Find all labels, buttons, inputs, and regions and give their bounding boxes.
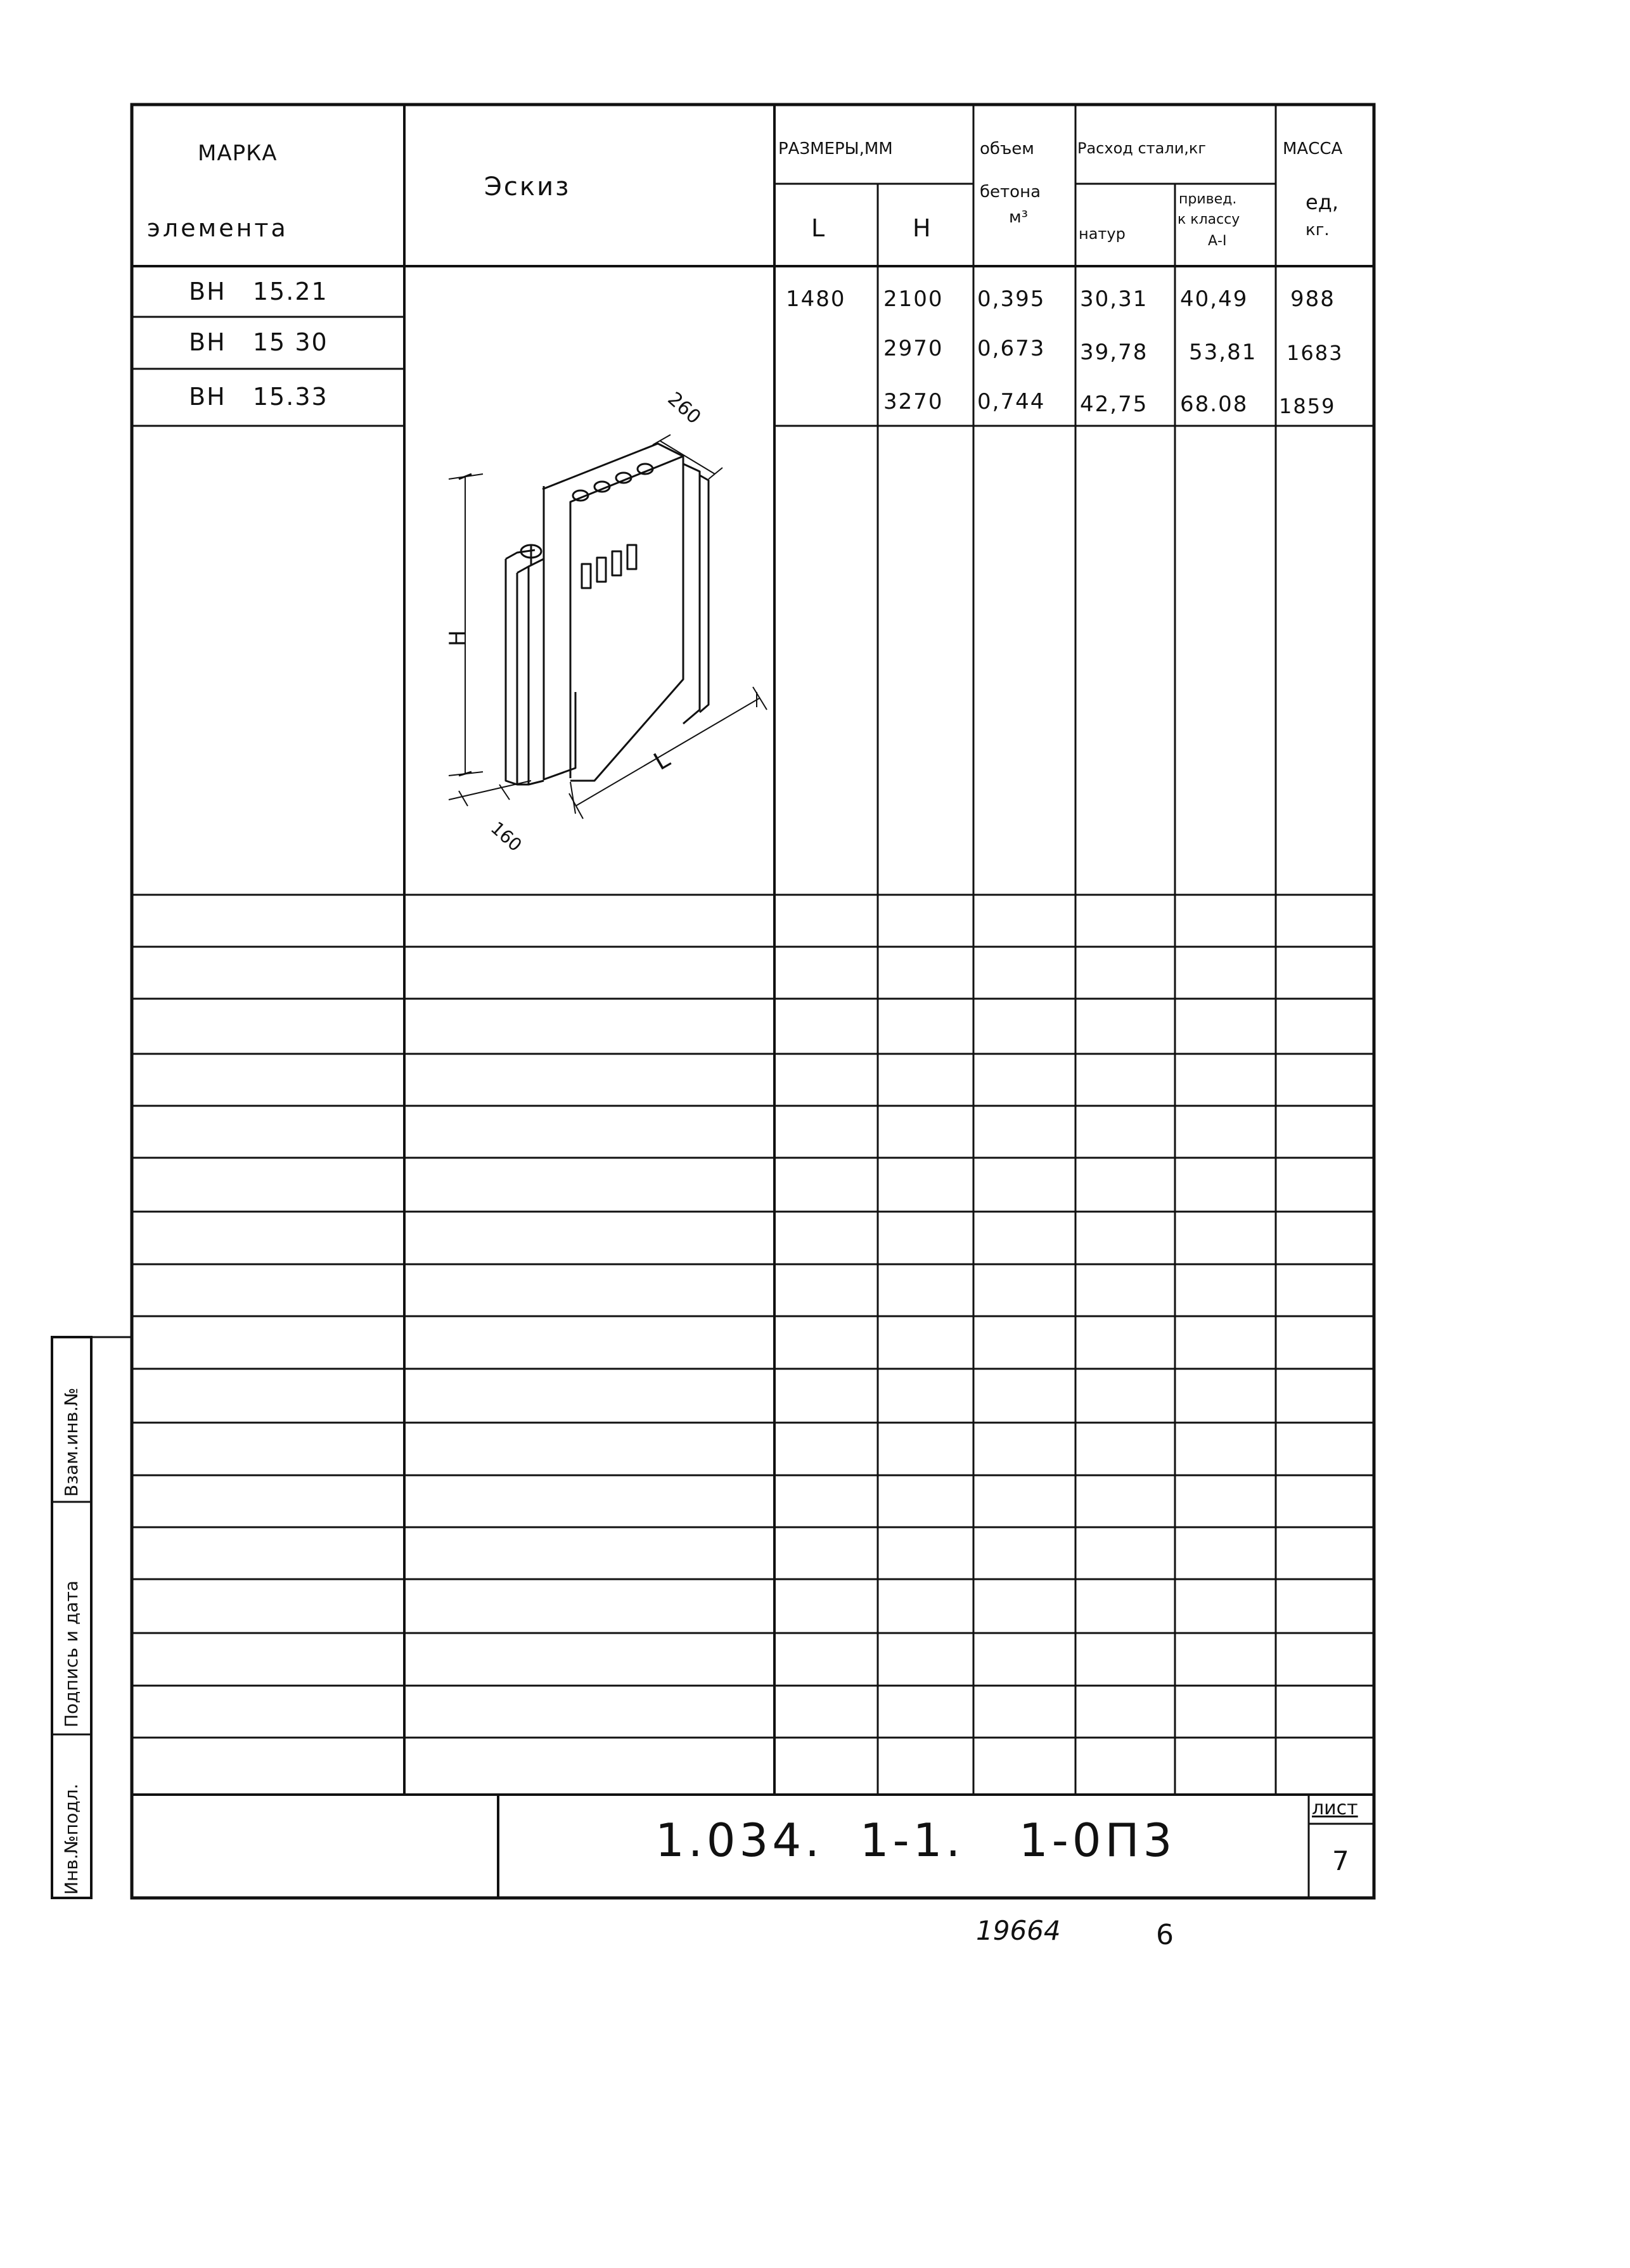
header-sizes: РАЗМЕРЫ,ММ bbox=[778, 139, 893, 158]
header-mass-line1: МАССА bbox=[1283, 139, 1343, 158]
row3-steel-reduced: 68.08 bbox=[1180, 392, 1248, 417]
front-opening-2 bbox=[597, 558, 606, 582]
header-steel-natural: натур bbox=[1079, 225, 1126, 243]
header-steel-reduced-line2: к классу bbox=[1178, 212, 1240, 227]
panel-body bbox=[542, 444, 683, 778]
front-opening-3 bbox=[612, 551, 621, 575]
row2-h: 2970 bbox=[883, 336, 944, 361]
row2-steel-reduced: 53,81 bbox=[1189, 340, 1257, 365]
dim-l-label: L bbox=[649, 745, 675, 776]
header-mark-line1: МАРКА bbox=[198, 141, 278, 166]
page-number: 6 bbox=[1156, 1919, 1174, 1951]
row3-steel-natural: 42,75 bbox=[1080, 392, 1148, 417]
row1-mark: ВН 15.21 bbox=[189, 278, 328, 305]
row1-h: 2100 bbox=[883, 286, 944, 312]
dim-h-label: Н bbox=[445, 630, 470, 646]
row2-volume: 0,673 bbox=[977, 336, 1046, 361]
row3-mass: 1859 bbox=[1279, 394, 1336, 418]
header-steel-reduced-line1: привед. bbox=[1179, 191, 1237, 207]
row2-mark: ВН 15 30 bbox=[189, 328, 328, 356]
panel-sketch bbox=[404, 426, 774, 895]
archive-number: 19664 bbox=[976, 1915, 1061, 1946]
side-stamp-inv-no: Инв.№подл. bbox=[61, 1783, 82, 1895]
header-steel-reduced-line3: А-I bbox=[1208, 233, 1227, 249]
header-mass-line2: ед, bbox=[1306, 190, 1338, 214]
document-code: 1.034. 1-1. 1-0П3 bbox=[655, 1814, 1176, 1867]
header-steel: Расход стали,кг bbox=[1077, 139, 1207, 157]
row1-steel-natural: 30,31 bbox=[1080, 286, 1148, 312]
front-opening-4 bbox=[627, 545, 636, 569]
header-mark-line2: элемента bbox=[147, 214, 288, 242]
row3-volume: 0,744 bbox=[977, 389, 1046, 414]
front-opening-1 bbox=[582, 564, 591, 588]
row3-mark: ВН 15.33 bbox=[189, 383, 328, 411]
dim-160-label: 160 bbox=[486, 817, 526, 856]
header-volume-line1: объем bbox=[980, 139, 1034, 158]
header-sketch: Эскиз bbox=[484, 172, 571, 202]
sheet-label: лист bbox=[1312, 1797, 1358, 1819]
row1-steel-reduced: 40,49 bbox=[1180, 286, 1248, 312]
dim-260-label: 260 bbox=[663, 388, 705, 429]
sheet-number: 7 bbox=[1332, 1845, 1349, 1876]
row2-mass: 1683 bbox=[1287, 341, 1344, 365]
header-size-l: L bbox=[811, 214, 826, 242]
row3-h: 3270 bbox=[883, 389, 944, 414]
row1-volume: 0,395 bbox=[977, 286, 1046, 312]
row1-l: 1480 bbox=[786, 286, 846, 312]
side-stamp-replace: Взам.инв.№ bbox=[61, 1387, 82, 1497]
side-stamp-signature: Подпись и дата bbox=[61, 1580, 82, 1727]
header-volume-line2: бетона bbox=[980, 183, 1041, 202]
header-size-h: Н bbox=[913, 214, 932, 242]
row1-mass: 988 bbox=[1290, 286, 1335, 312]
row2-steel-natural: 39,78 bbox=[1080, 340, 1148, 365]
header-mass-line3: кг. bbox=[1306, 221, 1330, 240]
header-volume-unit: м³ bbox=[1009, 208, 1029, 227]
panel-left-flange bbox=[506, 559, 517, 785]
